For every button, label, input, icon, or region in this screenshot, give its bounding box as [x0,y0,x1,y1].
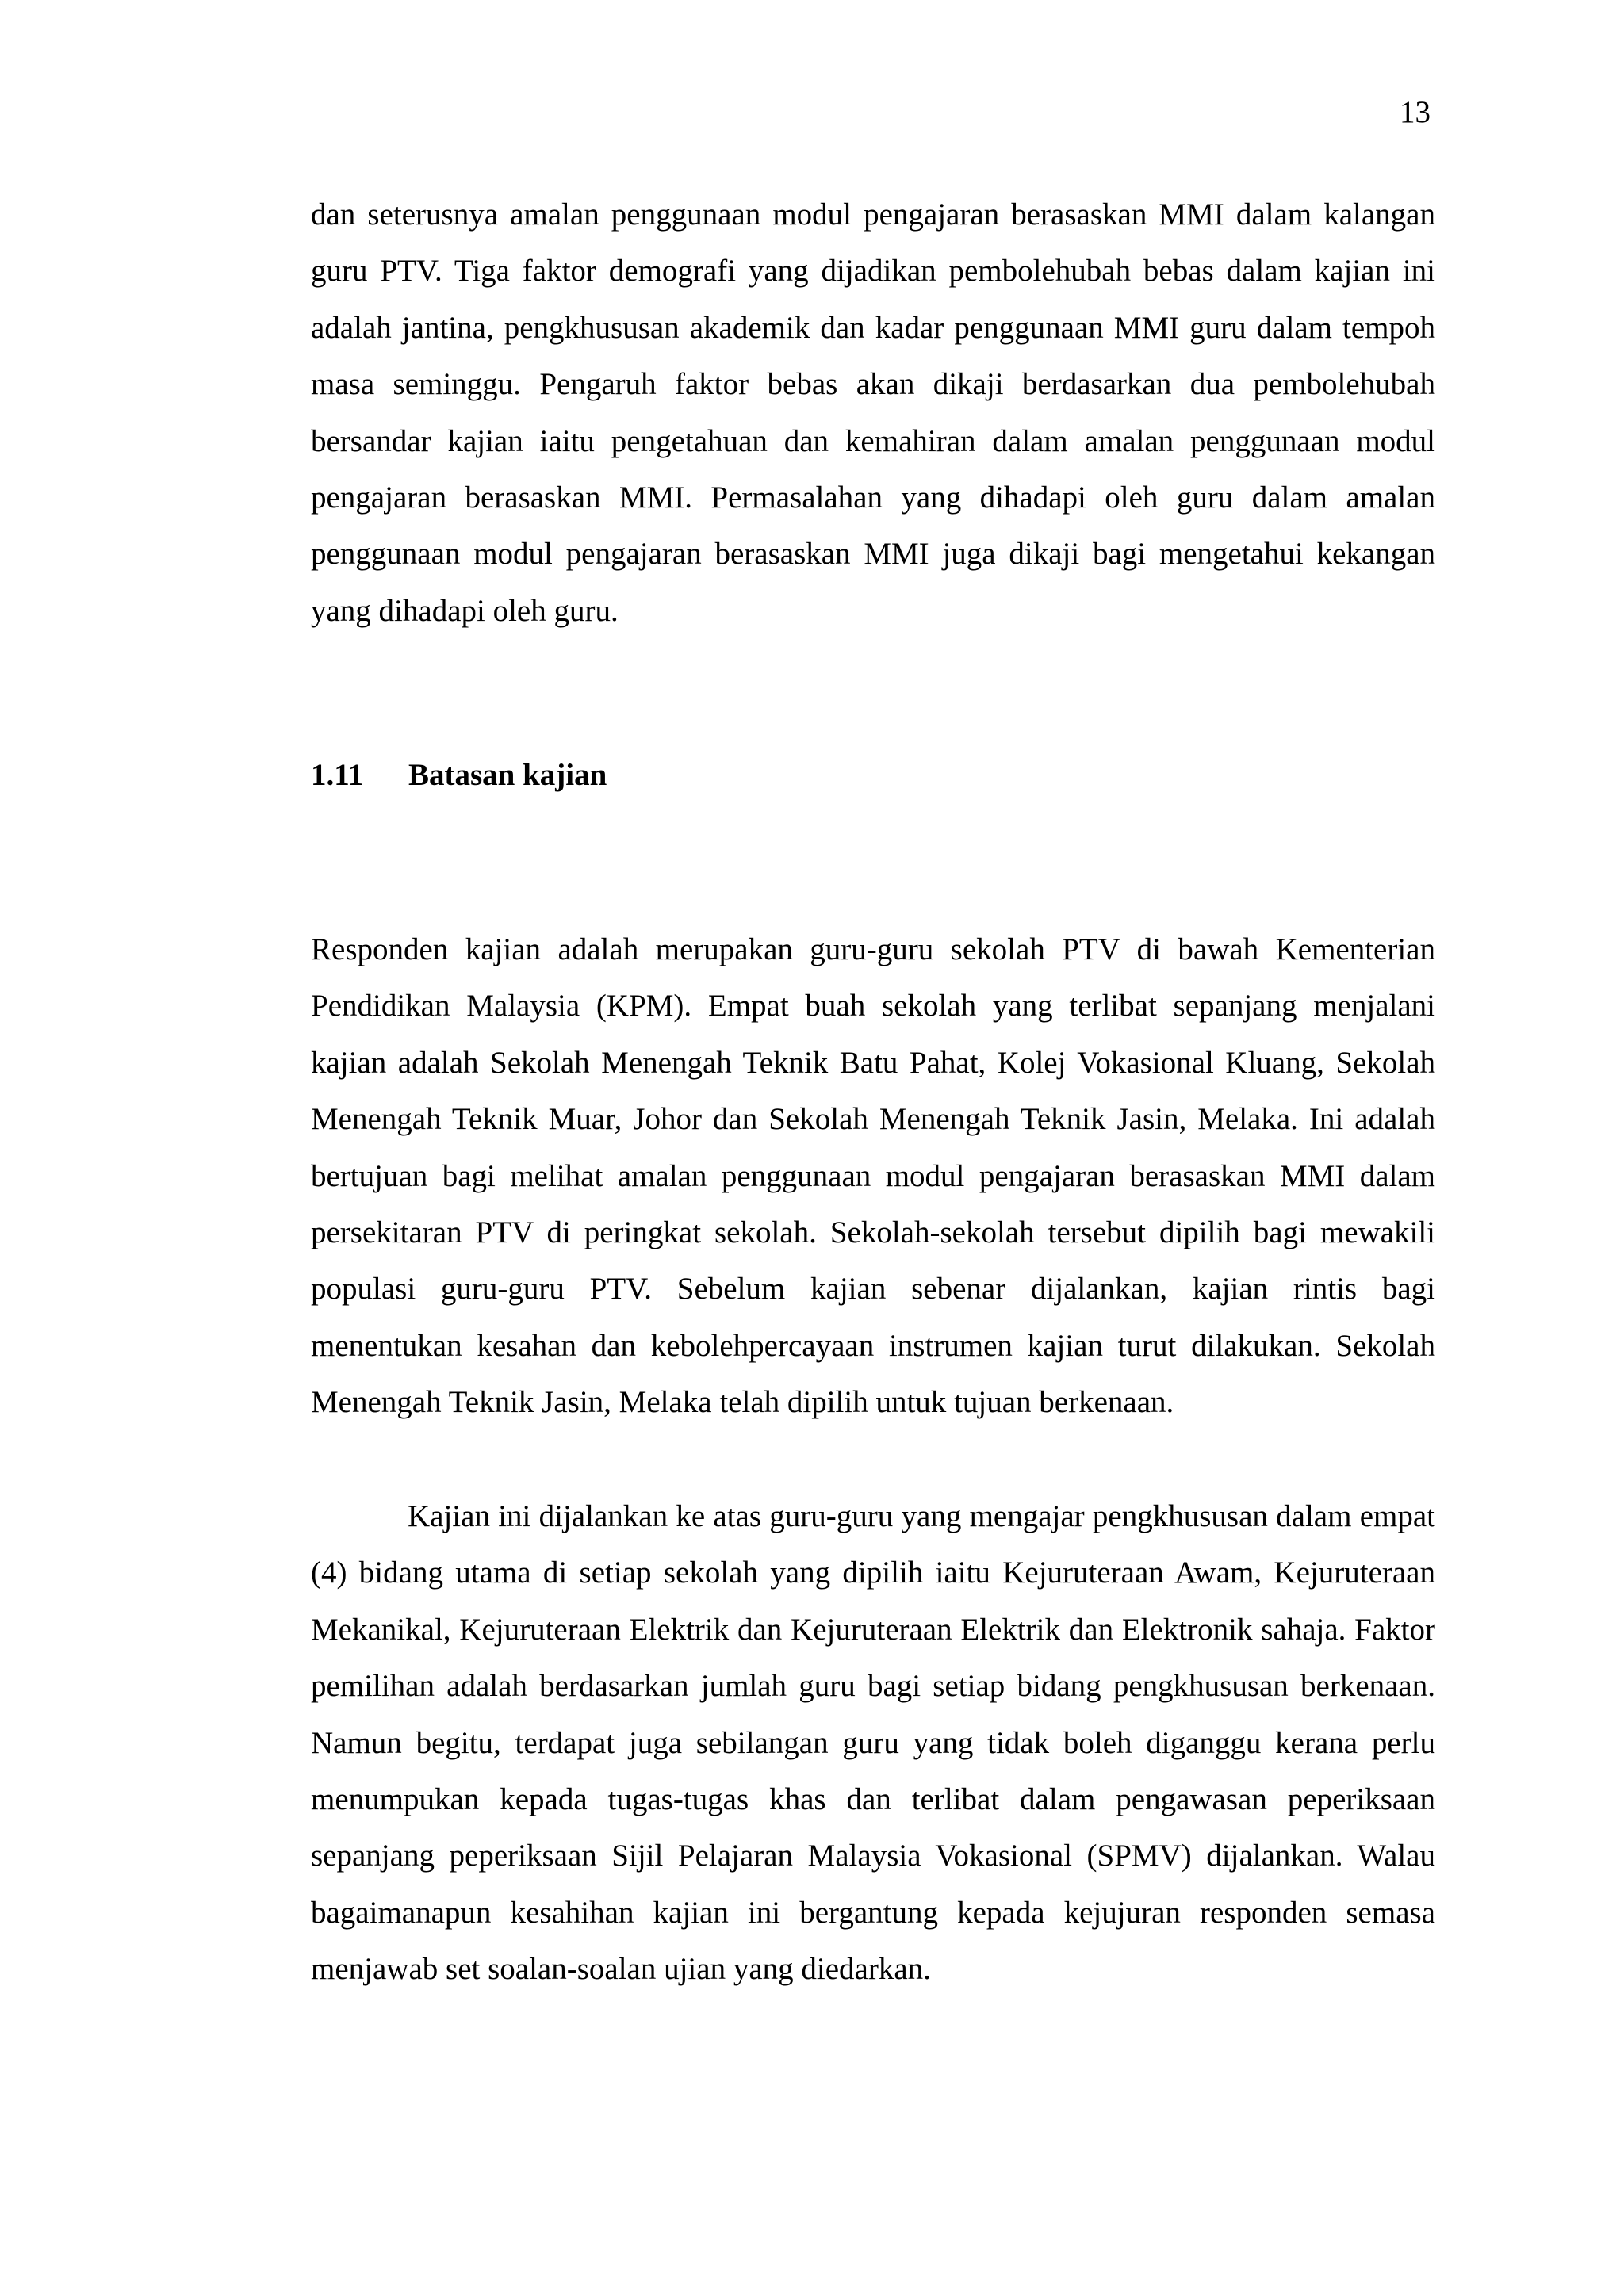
section-number: 1.11 [311,758,364,792]
intro-paragraph: dan seterusnya amalan penggunaan modul pengajaran berasaskan MMI dalam kalangan guru PTV. Tiga faktor demografi yang dijadikan pembolehubah bebas dalam kajian ini adalah jantina, pengkhususan akademik dan kadar penggunaan MMI guru dalam tempoh masa seminggu. Pengaruh faktor bebas akan dikaji berdasarkan dua pembolehubah bersandar kajian iaitu pengetahuan dan kemahiran dalam amalan penggunaan modul pengajaran berasaskan MMI. Permasalahan yang dihadapi oleh guru dalam amalan penggunaan modul pengajaran berasaskan MMI juga dikaji bagi mengetahui kekangan yang dihadapi oleh guru. [311,197,1435,628]
section-title: Batasan kajian [408,758,607,792]
scope-paragraph-2: Kajian ini dijalankan ke atas guru-guru yang mengajar pengkhususan dalam empat (4) bidang utama di setiap sekolah yang dipilih iaitu Kejuruteraan Awam, Kejuruteraan Mekanikal, Kejuruteraan Elektrik dan Kejuruteraan Elektrik dan Elektronik sahaja. Faktor pemilihan adalah berdasarkan jumlah guru bagi setiap bidang pengkhususan berkenaan. Namun begitu, terdapat juga sebilangan guru yang tidak boleh diganggu kerana perlu menumpukan kepada tugas-tugas khas dan terlibat dalam pengawasan peperiksaan sepanjang peperiksaan Sijil Pelajaran Malaysia Vokasional (SPMV) dijalankan. Walau bagaimanapun kesahihan kajian ini bergantung kepada kejujuran responden semasa menjawab set soalan-soalan ujian yang diedarkan. [311,1499,1435,1987]
section-heading [311,757,607,794]
page-number: 13 [1400,95,1431,129]
scope-paragraph-1: Responden kajian adalah merupakan guru-guru sekolah PTV di bawah Kementerian Pendidikan Malaysia (KPM). Empat buah sekolah yang terlibat sepanjang menjalani kajian adalah Sekolah Menengah Teknik Batu Pahat, Kolej Vokasional Kluang, Sekolah Menengah Teknik Muar, Johor dan Sekolah Menengah Teknik Jasin, Melaka. Ini adalah bertujuan bagi melihat amalan penggunaan modul pengajaran berasaskan MMI dalam persekitaran PTV di peringkat sekolah. Sekolah-sekolah tersebut dipilih bagi mewakili populasi guru-guru PTV. Sebelum kajian sebenar dijalankan, kajian rintis bagi menentukan kesahan dan kebolehpercayaan instrumen kajian turut dilakukan. Sekolah Menengah Teknik Jasin, Melaka telah dipilih untuk tujuan berkenaan. [311,932,1435,1420]
